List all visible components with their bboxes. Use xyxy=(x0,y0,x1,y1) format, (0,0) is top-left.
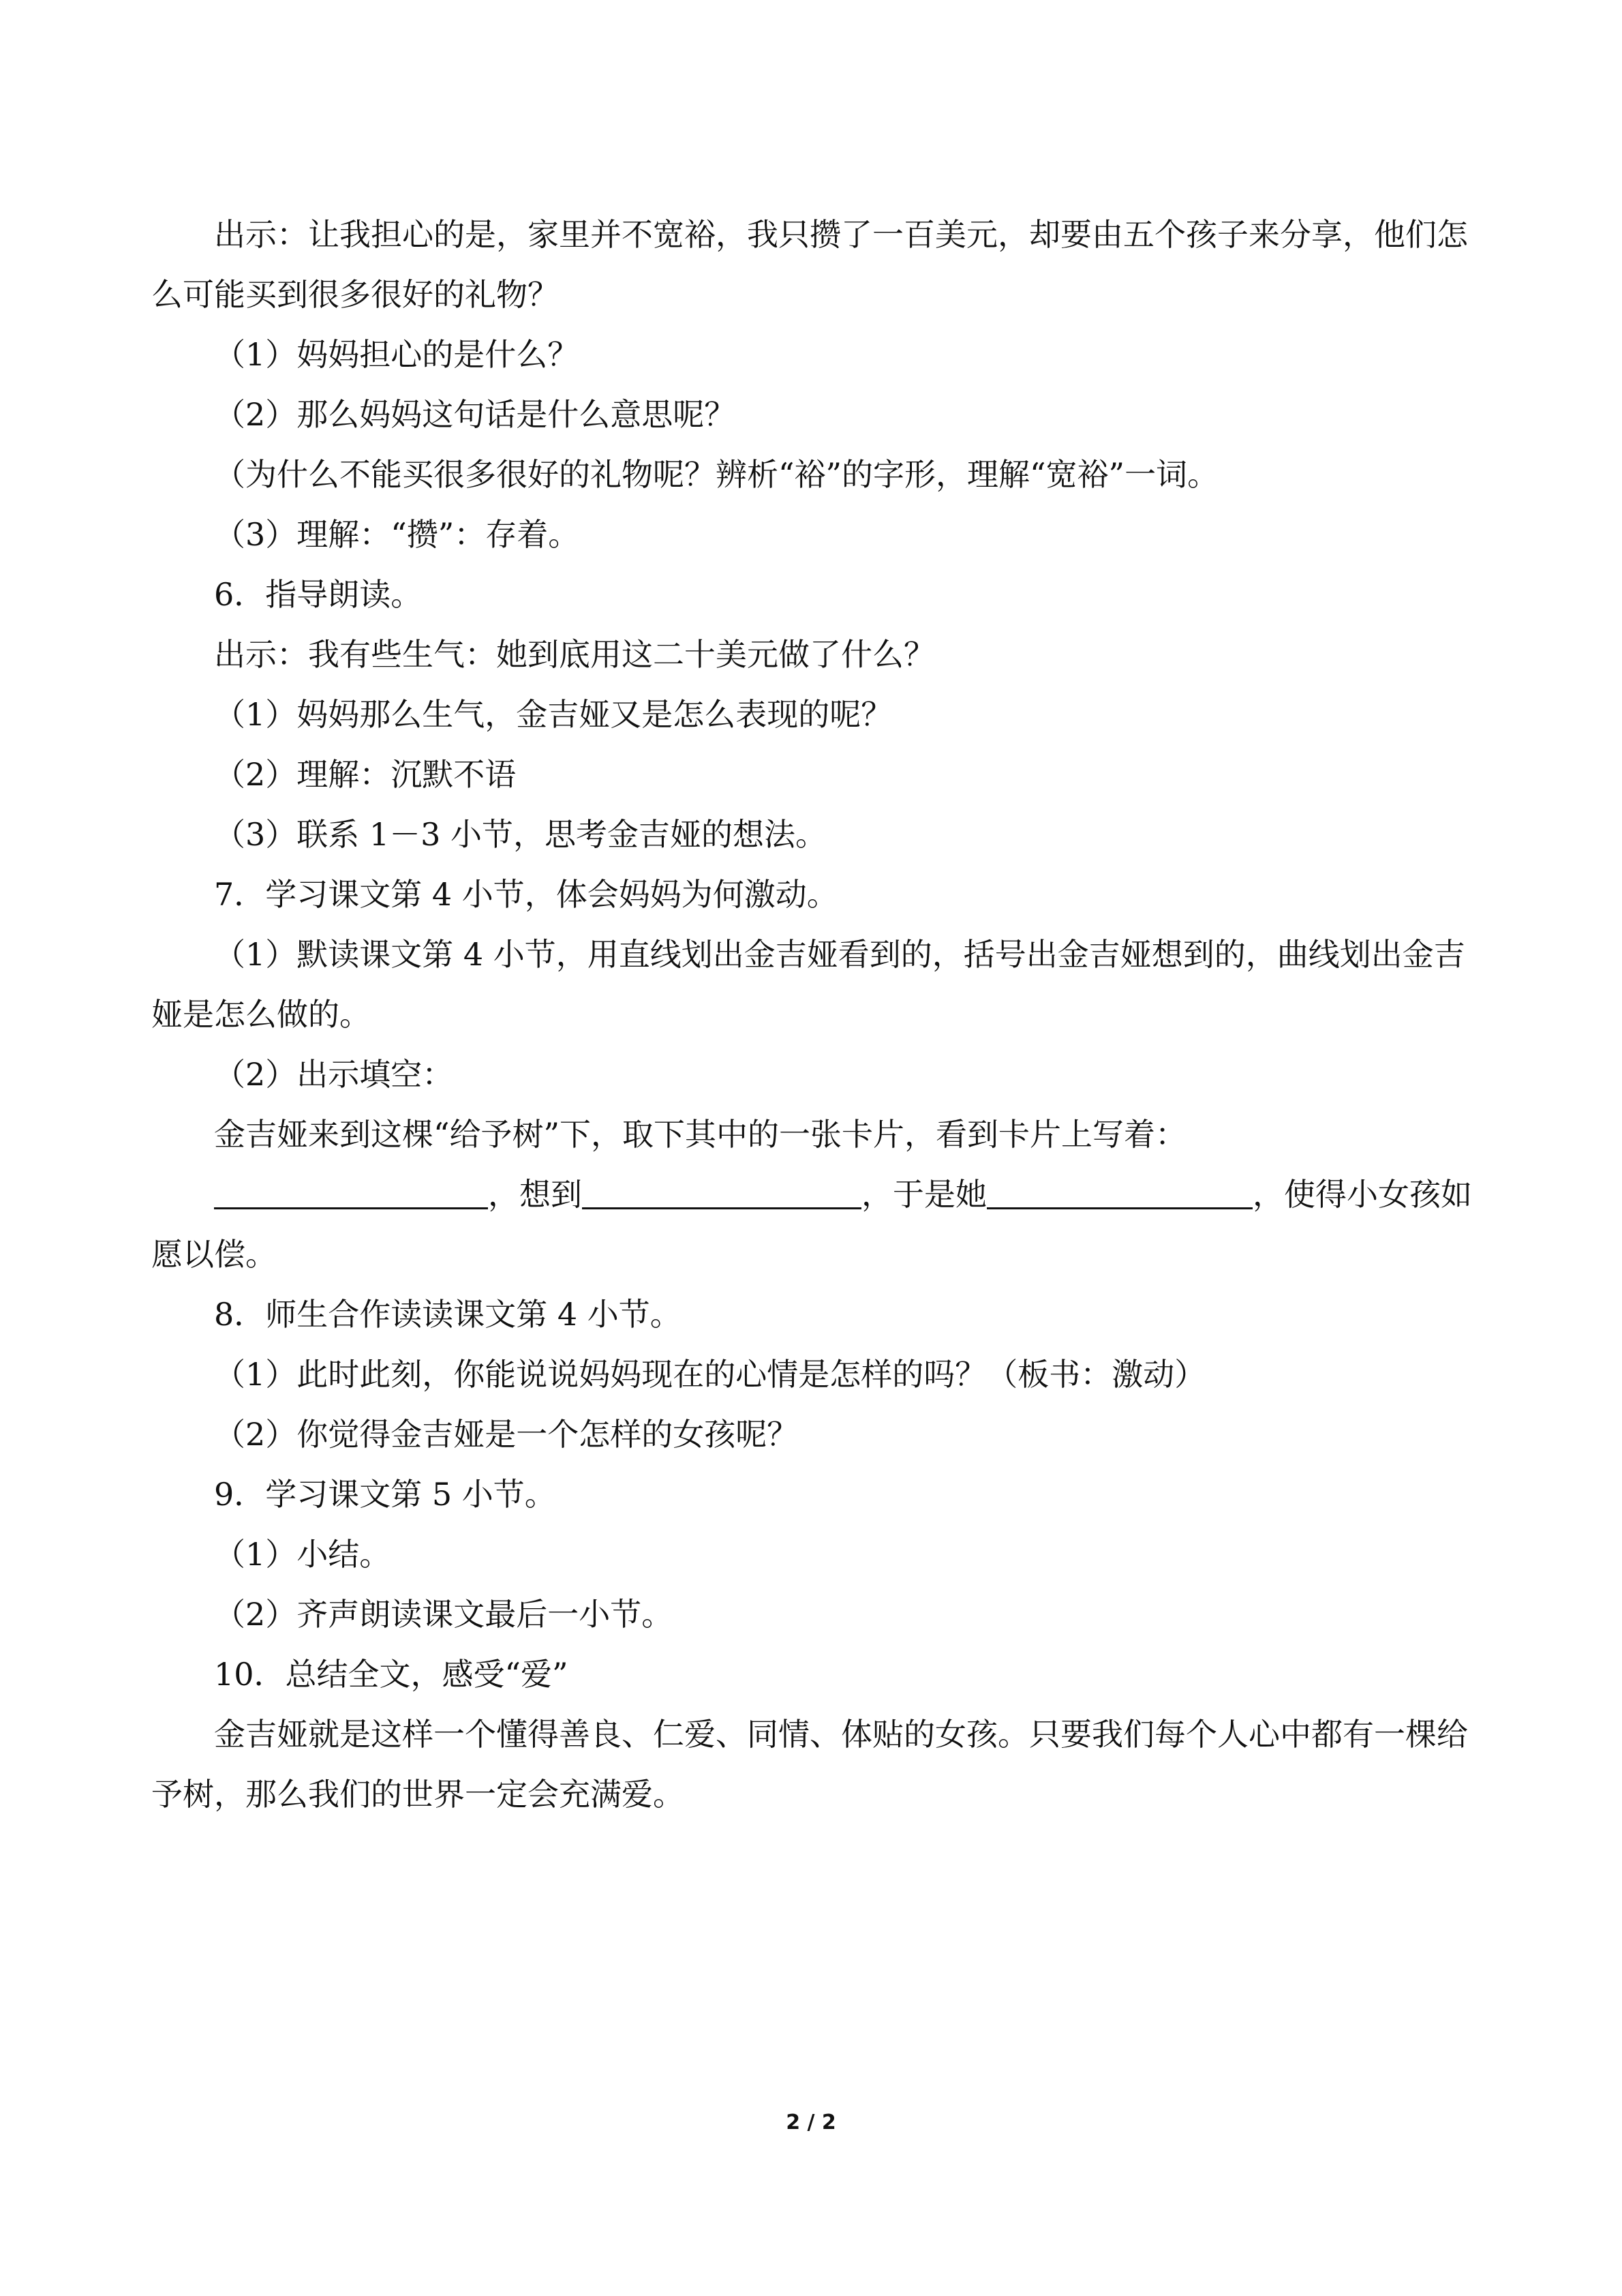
paragraph: 9．学习课文第 5 小节。 xyxy=(214,1476,556,1513)
paragraph: （1）此时此刻，你能说说妈妈现在的心情是怎样的吗？（板书：激动） xyxy=(214,1356,1206,1393)
fill-blank-1 xyxy=(214,1173,488,1209)
paragraph: 8．师生合作读读课文第 4 小节。 xyxy=(214,1296,682,1333)
paragraph: 金吉娅就是这样一个懂得善良、仁爱、同情、体贴的女孩。只要我们每个人心中都有一棵给予树，那么我们的世界一定会充满爱。 xyxy=(151,1716,1468,1813)
fill-blank-2 xyxy=(582,1173,861,1209)
paragraph: （为什么不能买很多很好的礼物呢？辨析“裕”的字形，理解“宽裕”一词。 xyxy=(214,456,1219,493)
page-number: 2 / 2 xyxy=(786,2111,836,2134)
fill-text-1: ，想到 xyxy=(488,1176,582,1213)
paragraph: （1）小结。 xyxy=(214,1536,391,1573)
paragraph: 6．指导朗读。 xyxy=(214,576,423,613)
paragraph: （2）你觉得金吉娅是一个怎样的女孩呢？ xyxy=(214,1416,799,1453)
paragraph: （2）理解：沉默不语 xyxy=(214,756,517,793)
fill-text-3: ，使得小女孩如愿以偿。 xyxy=(151,1176,1472,1273)
paragraph: 10．总结全文，感受“爱” xyxy=(214,1656,568,1693)
paragraph: （2）出示填空： xyxy=(214,1056,454,1093)
paragraph: 出示：让我担心的是，家里并不宽裕，我只攒了一百美元，却要由五个孩子来分享，他们怎么可能买到很多很好的礼物？ xyxy=(151,216,1468,313)
document-body xyxy=(151,205,1487,1824)
paragraph: （2）那么妈妈这句话是什么意思呢？ xyxy=(214,396,736,433)
paragraph: 金吉娅来到这棵“给予树”下，取下其中的一张卡片，看到卡片上写着： xyxy=(214,1116,1187,1153)
paragraph: 出示：我有些生气：她到底用这二十美元做了什么？ xyxy=(214,636,935,673)
paragraph: 7．学习课文第 4 小节，体会妈妈为何激动。 xyxy=(214,876,838,913)
paragraph: （2）齐声朗读课文最后一小节。 xyxy=(214,1596,673,1633)
paragraph: （3）理解：“攒”：存着。 xyxy=(214,516,580,553)
paragraph: （3）联系 1－3 小节，思考金吉娅的想法。 xyxy=(214,816,827,853)
fill-blank-3 xyxy=(987,1173,1253,1209)
paragraph: （1）妈妈那么生气，金吉娅又是怎么表现的呢？ xyxy=(214,696,893,733)
paragraph: （1）默读课文第 4 小节，用直线划出金吉娅看到的，括号出金吉娅想到的，曲线划出金吉娅是怎么做的。 xyxy=(151,936,1465,1033)
fill-text-2: ，于是她 xyxy=(861,1176,987,1213)
paragraph: （1）妈妈担心的是什么？ xyxy=(214,336,579,373)
fill-in-blank-sentence xyxy=(151,1164,1487,1284)
